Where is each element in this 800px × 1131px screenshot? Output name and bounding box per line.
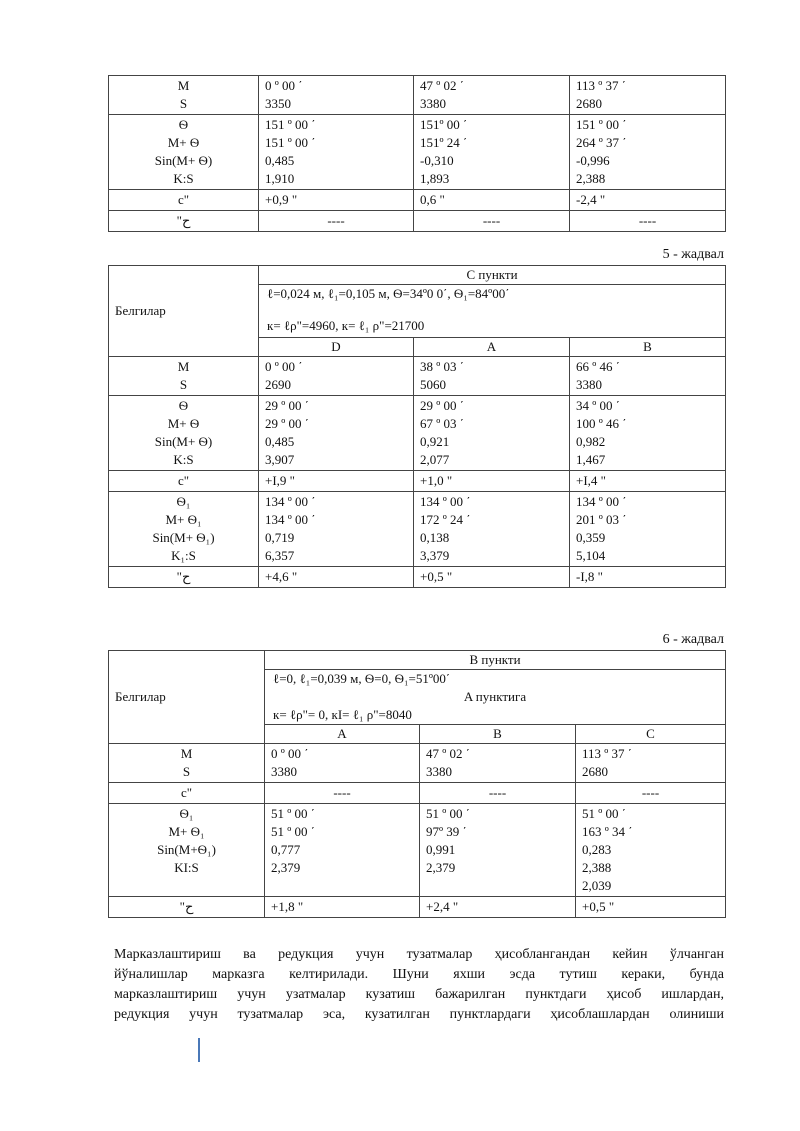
param-line-2: A пунктига [463,689,527,704]
cell-value: +0,9 " [265,192,298,207]
cell-value: 34 º 00 ΄ [576,398,621,413]
value-cell [414,567,570,588]
row-label: "ح [176,569,191,584]
cell-value: 151º 00 ΄ [420,117,468,132]
cell-value: 113 º 37 ΄ [576,78,627,93]
paragraph-line: йўналишлар марказга келтирилади. Шуни яхши эсда тутиш кераки, бунда [114,967,724,982]
point-title: C пункти [259,266,726,285]
value-cell [570,190,726,211]
cell-value: 0,777 [271,842,301,857]
params-cell [259,285,726,338]
table-row [109,804,726,897]
value-cell [259,357,414,396]
cell-value: 97º 39 ΄ [426,824,467,839]
cell-value: 0 º 00 ΄ [265,359,303,374]
value-cell [259,190,414,211]
col-header: B [420,725,576,744]
table-row [109,567,726,588]
cell-value: 2,077 [420,452,450,467]
cell-value: 1,893 [420,171,450,186]
row-label: KI:S [174,860,199,875]
value-cell [570,76,726,115]
paragraph-line: Марказлаштириш ва редукция учун тузатмалар ҳисоблангандан кейин ўлчанган [114,947,724,962]
cell-value: ---- [482,213,501,228]
paragraph-line: марказлаштириш учун узатмалар кузатиш бажарилган пунктдаги ҳисоб ишлардан, [114,987,724,1002]
col-header: A [414,338,570,357]
cell-value: 151º 24 ΄ [420,135,468,150]
cell-value: 134 º 00 ΄ [265,494,316,509]
cell-value: 201 º 03 ΄ [576,512,627,527]
value-cell [259,492,414,567]
row-label: S [179,377,188,392]
value-cell [570,115,726,190]
value-cell [259,567,414,588]
row-labels [109,804,265,897]
row-label: Ѳ [178,398,189,413]
param-line-3: к= ℓρ"= 0, кI= ℓ₁ ρ"=8040 [273,707,412,722]
cell-value: 3,379 [420,548,450,563]
row-label: K₁:S [171,548,196,563]
value-cell [259,471,414,492]
cell-value: +2,4 " [426,899,459,914]
cell-value: +I,9 " [265,473,295,488]
row-label: Ѳ₁ [179,806,194,821]
row-labels [109,357,259,396]
cell-value: 3380 [271,764,297,779]
cell-value: 151 º 00 ΄ [576,117,627,132]
row-labels [109,76,259,115]
point-title: B пункти [265,651,726,670]
row-labels [109,471,259,492]
value-cell [259,76,414,115]
row-label: Sin(M+ Ѳ) [154,434,213,449]
cell-value: 2,388 [582,860,612,875]
value-cell [265,744,420,783]
param-line-1: ℓ=0, ℓ₁=0,039 м, Ѳ=0, Ѳ₁=51º00΄ [273,671,451,686]
value-cell [570,357,726,396]
cell-value: 134 º 00 ΄ [265,512,316,527]
cell-value: 51 º 00 ΄ [582,806,627,821]
cell-value: -I,8 " [576,569,603,584]
row-label: M [177,359,190,374]
value-cell [265,897,420,918]
row-label: M+ Ѳ [167,416,200,431]
value-cell [414,396,570,471]
row-label: Ѳ₁ [176,494,191,509]
col-header: B [570,338,726,357]
value-cell [414,76,570,115]
value-cell [259,396,414,471]
cell-value: 0,283 [582,842,612,857]
cell-value: ---- [641,785,660,800]
cell-value: 2,039 [582,878,612,893]
cell-value: 51 º 00 ΄ [426,806,471,821]
table-6-caption: 6 - жадвал [662,632,724,647]
cell-value: 3,907 [265,452,295,467]
table-row [109,783,726,804]
value-cell [576,897,726,918]
cell-value: 0,359 [576,530,606,545]
cell-value: +1,0 " [420,473,453,488]
text-cursor-marker [198,1038,200,1062]
row-labels [109,897,265,918]
cell-value: 151 º 00 ΄ [265,135,316,150]
cell-value: -0,996 [576,153,610,168]
value-cell [570,492,726,567]
cell-value: 0,6 " [420,192,445,207]
table-row [109,211,726,232]
table-row [109,897,726,918]
table-1 [108,75,726,232]
table-row [109,744,726,783]
col-header: D [259,338,414,357]
header-label: Белгилар [115,689,166,704]
table-row [109,471,726,492]
row-labels [109,567,259,588]
row-label: M [180,746,193,761]
cell-value: ---- [327,213,345,228]
cell-value: +0,5 " [420,569,453,584]
cell-value: 1,467 [576,452,606,467]
row-labels [109,190,259,211]
col-header: C [576,725,726,744]
cell-value: 3380 [420,96,446,111]
row-label: c" [177,473,190,488]
row-label: Sin(M+Ѳ₁) [157,842,216,857]
table-row [109,190,726,211]
cell-value: +1,8 " [271,899,304,914]
param-line-1: ℓ=0,024 м, ℓ₁=0,105 м, Ѳ=34º0 0΄, Ѳ₁=84º00΄ [267,286,510,301]
table-5-caption: 5 - жадвал [662,247,724,262]
cell-value: 0 º 00 ΄ [265,78,303,93]
table-row [109,396,726,471]
cell-value: 38 º 03 ΄ [420,359,465,374]
row-label: K:S [173,171,194,186]
row-label: M+ Ѳ₁ [168,824,205,839]
value-cell [576,783,726,804]
table-row [109,492,726,567]
cell-value: 2680 [576,96,602,111]
row-labels [109,744,265,783]
cell-value: 5060 [420,377,446,392]
value-cell [414,492,570,567]
cell-value: 151 º 00 ΄ [265,117,316,132]
body-paragraph [114,945,724,1025]
header-label-cell [109,651,265,744]
cell-value: 0,485 [265,434,295,449]
value-cell [570,211,726,232]
cell-value: 29 º 00 ΄ [265,398,310,413]
cell-value: 47 º 02 ΄ [420,78,465,93]
table-5 [108,265,726,588]
value-cell [265,783,420,804]
value-cell [570,567,726,588]
row-labels [109,396,259,471]
cell-value: 172 º 24 ΄ [420,512,471,527]
cell-value: 100 º 46 ΄ [576,416,627,431]
cell-value: -2,4 " [576,192,606,207]
row-labels [109,492,259,567]
value-cell [414,115,570,190]
cell-value: ---- [488,785,507,800]
row-labels [109,115,259,190]
row-label: M+ Ѳ₁ [165,512,202,527]
row-label: M [177,78,190,93]
value-cell [570,471,726,492]
row-labels [109,211,259,232]
cell-value: 29 º 00 ΄ [420,398,465,413]
value-cell [259,211,414,232]
value-cell [576,804,726,897]
cell-value: 0 º 00 ΄ [271,746,309,761]
cell-value: +4,6 " [265,569,298,584]
table-6 [108,650,726,918]
cell-value: 2680 [582,764,608,779]
cell-value: 113 º 37 ΄ [582,746,633,761]
cell-value: 67 º 03 ΄ [420,416,465,431]
row-label: Sin(M+ Ѳ) [154,153,213,168]
value-cell [414,357,570,396]
cell-value: 2690 [265,377,291,392]
row-label: M+ Ѳ [167,135,200,150]
row-label: c" [180,785,193,800]
cell-value: 3380 [426,764,452,779]
cell-value: 2,379 [426,860,456,875]
col-header: A [265,725,420,744]
value-cell [414,211,570,232]
value-cell [576,744,726,783]
value-cell [414,471,570,492]
params-cell [265,670,726,725]
cell-value: 47 º 02 ΄ [426,746,471,761]
cell-value: 51 º 00 ΄ [271,806,316,821]
cell-value: ---- [333,785,351,800]
value-cell [420,804,576,897]
value-cell [420,744,576,783]
cell-value: 66 º 46 ΄ [576,359,621,374]
header-label-cell [109,266,259,357]
row-label: Sin(M+ Ѳ₁) [152,530,215,545]
row-label: S [179,96,188,111]
cell-value: 5,104 [576,548,606,563]
cell-value: 51 º 00 ΄ [271,824,316,839]
value-cell [414,190,570,211]
paragraph-line: редукция учун тузатмалар эса, кузатилган пунктлардаги ҳисоблашлардан олиниши [114,1007,724,1022]
cell-value: 134 º 00 ΄ [420,494,471,509]
value-cell [259,115,414,190]
cell-value: 6,357 [265,548,295,563]
cell-value: +0,5 " [582,899,615,914]
value-cell [420,897,576,918]
row-label: S [182,764,191,779]
table-row [109,76,726,115]
cell-value: 3350 [265,96,291,111]
cell-value: 0,138 [420,530,450,545]
value-cell [570,396,726,471]
row-label: K:S [173,452,194,467]
row-labels [109,783,265,804]
cell-value: 0,485 [265,153,295,168]
param-line-2: к= ℓρ"=4960, к= ℓ₁ ρ"=21700 [267,318,425,333]
cell-value: 0,719 [265,530,295,545]
row-label: Ѳ [178,117,189,132]
table-row [109,115,726,190]
cell-value: 264 º 37 ΄ [576,135,627,150]
row-label: "ح [176,213,191,228]
cell-value: 163 º 34 ΄ [582,824,633,839]
cell-value: 1,910 [265,171,295,186]
header-label: Белгилар [115,303,166,318]
cell-value: ---- [638,213,657,228]
cell-value: 0,991 [426,842,456,857]
cell-value: 0,921 [420,434,450,449]
cell-value: 0,982 [576,434,606,449]
cell-value: 2,379 [271,860,301,875]
cell-value: +I,4 " [576,473,606,488]
cell-value: 3380 [576,377,602,392]
value-cell [420,783,576,804]
value-cell [265,804,420,897]
cell-value: 2,388 [576,171,606,186]
cell-value: 134 º 00 ΄ [576,494,627,509]
row-label: "ح [179,899,194,914]
cell-value: -0,310 [420,153,454,168]
table-row [109,357,726,396]
row-label: c" [177,192,190,207]
cell-value: 29 º 00 ΄ [265,416,310,431]
